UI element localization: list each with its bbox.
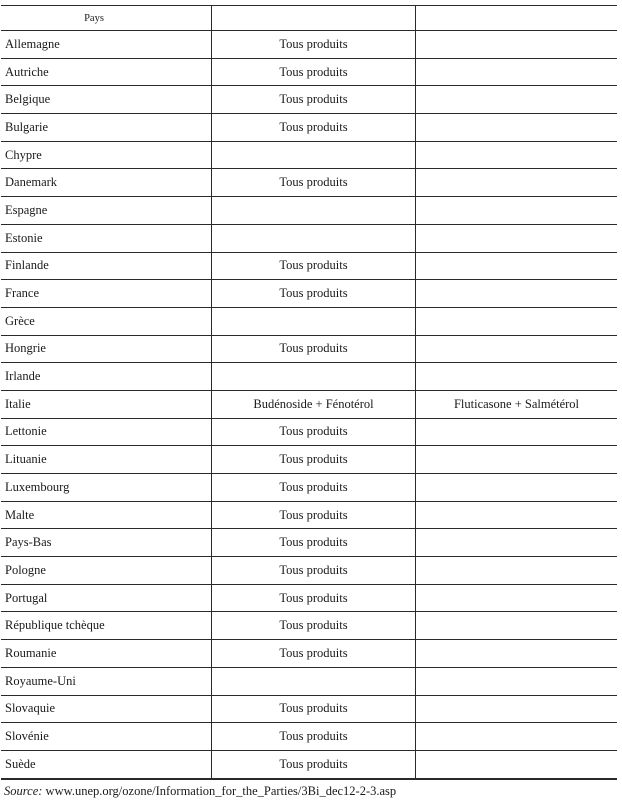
table-row [1, 31, 617, 59]
product-cell: Tous produits [212, 114, 416, 142]
country-cell: Slovénie [1, 723, 212, 751]
country-cell: République tchèque [1, 612, 212, 640]
product-cell-2 [416, 584, 618, 612]
product-cell: Tous produits [212, 529, 416, 557]
country-cell: Suède [1, 750, 212, 778]
product-cell-2 [416, 197, 618, 225]
product-cell: Tous produits [212, 31, 416, 59]
product-cell-2 [416, 750, 618, 778]
table-row [1, 169, 617, 197]
source-note [4, 784, 396, 799]
country-cell: Lituanie [1, 446, 212, 474]
product-cell-2 [416, 307, 618, 335]
product-cell [212, 141, 416, 169]
country-cell: Pays-Bas [1, 529, 212, 557]
country-cell: Allemagne [1, 31, 212, 59]
country-cell: Lettonie [1, 418, 212, 446]
product-cell: Tous produits [212, 695, 416, 723]
country-cell: Belgique [1, 86, 212, 114]
table-row [1, 252, 617, 280]
country-cell: Slovaquie [1, 695, 212, 723]
country-cell: Pologne [1, 557, 212, 585]
table-row [1, 529, 617, 557]
source-label: Source: [4, 784, 43, 798]
country-cell: Estonie [1, 224, 212, 252]
product-cell-2 [416, 446, 618, 474]
table-row [1, 418, 617, 446]
product-cell: Tous produits [212, 501, 416, 529]
table-row [1, 446, 617, 474]
product-cell: Tous produits [212, 612, 416, 640]
table-row [1, 390, 617, 418]
product-cell-2 [416, 723, 618, 751]
product-cell: Tous produits [212, 252, 416, 280]
product-cell [212, 197, 416, 225]
header-cell-pays [1, 6, 212, 31]
product-cell-2 [416, 695, 618, 723]
product-cell: Tous produits [212, 169, 416, 197]
country-cell: Grèce [1, 307, 212, 335]
product-cell: Tous produits [212, 58, 416, 86]
table-body [1, 6, 617, 779]
country-cell: Italie [1, 390, 212, 418]
table-row [1, 612, 617, 640]
product-cell: Tous produits [212, 335, 416, 363]
product-cell: Tous produits [212, 584, 416, 612]
product-cell-2 [416, 667, 618, 695]
product-cell-2 [416, 252, 618, 280]
table-row [1, 86, 617, 114]
country-cell: Bulgarie [1, 114, 212, 142]
product-cell: Tous produits [212, 750, 416, 778]
product-cell-2 [416, 169, 618, 197]
product-cell: Tous produits [212, 557, 416, 585]
table-row [1, 640, 617, 668]
product-cell-2 [416, 86, 618, 114]
product-cell: Tous produits [212, 418, 416, 446]
table-row [1, 335, 617, 363]
table-row [1, 224, 617, 252]
source-url: www.unep.org/ozone/Information_for_the_Parties/3Bi_dec12-2-3.asp [42, 784, 397, 798]
table-row [1, 501, 617, 529]
country-cell: Danemark [1, 169, 212, 197]
country-cell: Irlande [1, 363, 212, 391]
product-cell: Budénoside + Fénotérol [212, 390, 416, 418]
product-cell-2 [416, 640, 618, 668]
table-row [1, 58, 617, 86]
table-row [1, 750, 617, 778]
product-cell: Tous produits [212, 280, 416, 308]
country-cell: Espagne [1, 197, 212, 225]
product-cell: Tous produits [212, 640, 416, 668]
product-cell [212, 307, 416, 335]
product-cell-2 [416, 418, 618, 446]
country-cell: Luxembourg [1, 474, 212, 502]
product-cell-2 [416, 58, 618, 86]
table-row [1, 557, 617, 585]
product-cell-2 [416, 141, 618, 169]
country-cell: Royaume-Uni [1, 667, 212, 695]
country-cell: Malte [1, 501, 212, 529]
header-cell-col2 [212, 6, 416, 31]
table-row [1, 114, 617, 142]
table-row [1, 197, 617, 225]
product-cell-2 [416, 114, 618, 142]
table-row [1, 280, 617, 308]
country-cell: Autriche [1, 58, 212, 86]
product-cell-2 [416, 501, 618, 529]
product-cell-2 [416, 474, 618, 502]
table-row [1, 723, 617, 751]
country-cell: Roumanie [1, 640, 212, 668]
table-row [1, 141, 617, 169]
product-cell: Tous produits [212, 446, 416, 474]
table-header-row [1, 6, 617, 31]
table-row [1, 307, 617, 335]
product-cell [212, 667, 416, 695]
table-row [1, 474, 617, 502]
product-cell-2 [416, 557, 618, 585]
product-cell-2 [416, 529, 618, 557]
country-products-table [1, 5, 617, 780]
header-cell-col3 [416, 6, 618, 31]
country-cell: Portugal [1, 584, 212, 612]
product-cell-2 [416, 363, 618, 391]
country-cell: France [1, 280, 212, 308]
table-row [1, 363, 617, 391]
product-cell-2 [416, 280, 618, 308]
country-cell: Chypre [1, 141, 212, 169]
product-cell [212, 224, 416, 252]
table-row [1, 695, 617, 723]
header-label-pays: Pays [84, 12, 104, 24]
table-row [1, 584, 617, 612]
product-cell-2 [416, 31, 618, 59]
table-row [1, 667, 617, 695]
product-cell-2 [416, 612, 618, 640]
country-cell: Finlande [1, 252, 212, 280]
country-cell: Hongrie [1, 335, 212, 363]
product-cell-2: Fluticasone + Salmétérol [416, 390, 618, 418]
product-cell: Tous produits [212, 723, 416, 751]
product-cell: Tous produits [212, 86, 416, 114]
product-cell: Tous produits [212, 474, 416, 502]
product-cell-2 [416, 335, 618, 363]
product-cell-2 [416, 224, 618, 252]
product-cell [212, 363, 416, 391]
